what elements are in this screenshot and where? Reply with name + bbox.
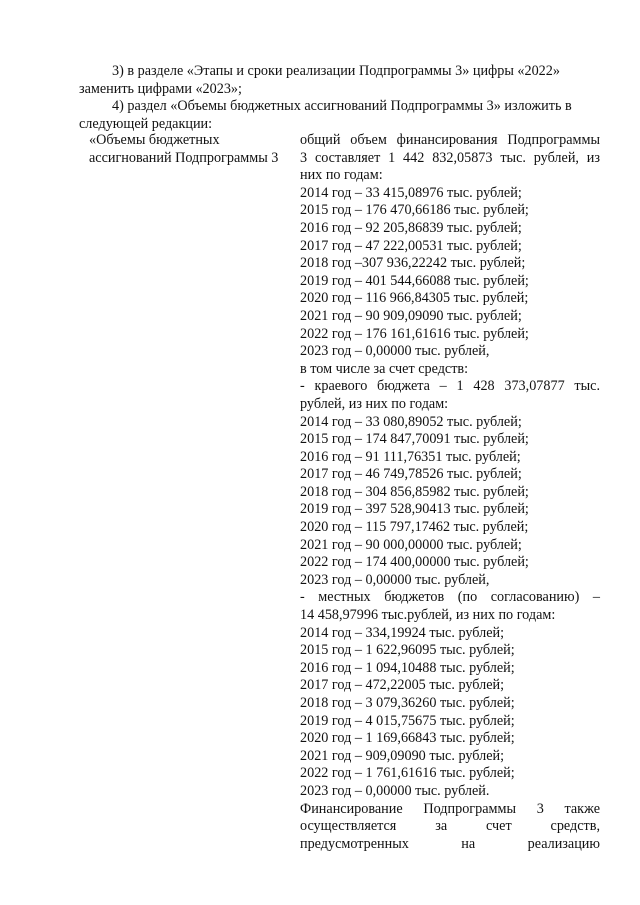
paragraph-item-3 bbox=[79, 63, 601, 98]
funding-line: 2023 год – 0,00000 тыс. рублей, bbox=[300, 343, 490, 360]
funding-line: 14 458,97996 тыс.рублей, из них по годам: bbox=[300, 607, 556, 624]
funding-line: осуществляется за счет средств, bbox=[300, 818, 600, 835]
funding-line: - краевого бюджета – 1 428 373,07877 тыс. bbox=[300, 378, 600, 395]
funding-line: 2023 год – 0,00000 тыс. рублей, bbox=[300, 571, 490, 588]
funding-line: 2021 год – 90 000,00000 тыс. рублей; bbox=[300, 536, 522, 553]
funding-line: 2020 год – 116 966,84305 тыс. рублей; bbox=[300, 290, 529, 307]
paragraph-item-3-text: 3) в разделе «Этапы и сроки реализации Подпрограммы 3» цифры «2022» заменить цифрами «2023»; bbox=[79, 63, 560, 97]
paragraph-item-4-text: 4) раздел «Объемы бюджетных ассигнований Подпрограммы 3» изложить в следующей редакции: bbox=[79, 98, 572, 132]
funding-line: 2021 год – 909,09090 тыс. рублей; bbox=[300, 747, 505, 764]
funding-line: 2018 год –307 936,22242 тыс. рублей; bbox=[300, 255, 526, 272]
funding-line: 2014 год – 33 415,08976 тыс. рублей; bbox=[300, 184, 522, 201]
funding-line: 2017 год – 46 749,78526 тыс. рублей; bbox=[300, 466, 522, 483]
funding-line: 2019 год – 4 015,75675 тыс. рублей; bbox=[300, 712, 515, 729]
funding-line: 2016 год – 92 205,86839 тыс. рублей; bbox=[300, 219, 522, 236]
funding-line: 2015 год – 176 470,66186 тыс. рублей; bbox=[300, 202, 529, 219]
funding-line: общий объем финансирования Подпрограммы bbox=[300, 132, 600, 148]
funding-line: рублей, из них по годам: bbox=[300, 395, 449, 412]
table-right-cell bbox=[300, 132, 600, 853]
table-left-cell bbox=[79, 132, 289, 167]
funding-line: 2018 год – 3 079,36260 тыс. рублей; bbox=[300, 695, 515, 711]
funding-line: 2015 год – 1 622,96095 тыс. рублей; bbox=[300, 642, 515, 659]
funding-line: 2022 год – 174 400,00000 тыс. рублей; bbox=[300, 554, 529, 571]
funding-line: в том числе за счет средств: bbox=[300, 360, 469, 377]
funding-line: 2015 год – 174 847,70091 тыс. рублей; bbox=[300, 431, 529, 448]
funding-line: 2016 год – 1 094,10488 тыс. рублей; bbox=[300, 659, 515, 676]
funding-line: 2020 год – 115 797,17462 тыс. рублей; bbox=[300, 519, 529, 536]
funding-line: 2017 год – 47 222,00531 тыс. рублей; bbox=[300, 237, 522, 254]
funding-line: 3 составляет 1 442 832,05873 тыс. рублей, из bbox=[300, 149, 600, 166]
funding-line: 2018 год – 304 856,85982 тыс. рублей; bbox=[300, 483, 529, 500]
funding-line: 2019 год – 401 544,66088 тыс. рублей; bbox=[300, 272, 529, 289]
funding-line: 2017 год – 472,22005 тыс. рублей; bbox=[300, 677, 505, 694]
funding-line: предусмотренных на реализацию bbox=[300, 835, 600, 852]
funding-line: 2022 год – 1 761,61616 тыс. рублей; bbox=[300, 765, 515, 782]
table-left-line-2: ассигнований Подпрограммы 3 bbox=[89, 149, 279, 166]
funding-line: 2023 год – 0,00000 тыс. рублей. bbox=[300, 782, 490, 799]
funding-line: 2019 год – 397 528,90413 тыс. рублей; bbox=[300, 501, 529, 518]
funding-line: 2014 год – 33 080,89052 тыс. рублей; bbox=[300, 413, 522, 430]
funding-line: 2021 год – 90 909,09090 тыс. рублей; bbox=[300, 307, 522, 324]
paragraph-item-4 bbox=[79, 98, 601, 133]
funding-line: 2020 год – 1 169,66843 тыс. рублей; bbox=[300, 730, 515, 747]
funding-line: Финансирование Подпрограммы 3 также bbox=[300, 800, 600, 817]
table-left-line-1: «Объемы бюджетных bbox=[89, 132, 220, 148]
funding-line: - местных бюджетов (по согласованию) – bbox=[300, 589, 600, 606]
funding-line: 2016 год – 91 111,76351 тыс. рублей; bbox=[300, 448, 521, 465]
funding-line: них по годам: bbox=[300, 167, 383, 184]
funding-line: 2022 год – 176 161,61616 тыс. рублей; bbox=[300, 325, 529, 342]
funding-line: 2014 год – 334,19924 тыс. рублей; bbox=[300, 624, 505, 641]
